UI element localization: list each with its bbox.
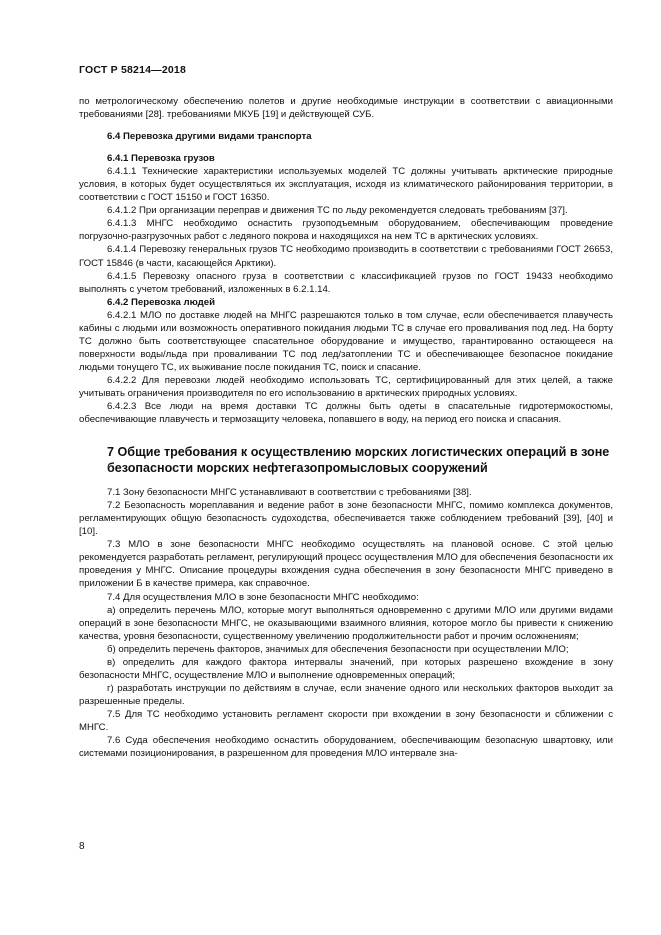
subsection-heading-6-4: 6.4 Перевозка другими видами транспорта [107,131,312,143]
paragraph-6-4-1-5: 6.4.1.5 Перевозку опасного груза в соответствии с классификацией грузов по ГОСТ 19433 необходимо выполнять с учетом требований, изложенных в 6.2.1.14. [79,270,613,295]
paragraph-6-4-1-2: 6.4.1.2 При организации переправ и движения ТС по льду рекомендуется следовать требованиям [37]. [107,205,568,217]
page-number: 8 [79,841,85,852]
document-code-header: ГОСТ Р 58214—2018 [79,64,187,76]
paragraph-7-3: 7.3 МЛО в зоне безопасности МНГС необходимо осуществлять на плановой основе. С этой целью рекомендуется разработать регламент, регулирующий процесс осуществления МЛО для обеспечения безопасности их проведения у МНГС. Описание процедуры вхождения судна обеспечения в зону безопасности МНГС приведено в приложении Б в качестве примера, как справочное. [79,539,613,590]
list-item-v: в) определить для каждого фактора интервалы значений, при которых разрешено вхождение в зону безопасности МНГС, осуществление МЛО и выполнение одновременных операций; [79,656,613,681]
paragraph-7-1: 7.1 Зону безопасности МНГС устанавливают в соответствии с требованиями [38]. [107,487,472,499]
paragraph-6-4-1-4: 6.4.1.4 Перевозку генеральных грузов ТС необходимо производить в соответствии с требованиями ГОСТ 26653, ГОСТ 15846 (в части, касающейся Арктики). [79,244,613,269]
paragraph-6-4-1-3: 6.4.1.3 МНГС необходимо оснастить грузоподъемным оборудованием, обеспечивающим проведение погрузочно-разгрузочных работ с ледяного покрова и находящихся на нем ТС в арктических условиях. [79,218,613,243]
paragraph-6-4-2-2: 6.4.2.2 Для перевозки людей необходимо использовать ТС, сертифицированный для этих целей, а также учитывать ограничения производителя по его использованию в арктических природных условиях. [79,374,613,399]
subsection-heading-6-4-2: 6.4.2 Перевозка людей [107,296,215,308]
list-item-b: б) определить перечень факторов, значимых для обеспечения безопасности при осуществлении МЛО; [107,643,569,655]
section-heading-7: 7 Общие требования к осуществлению морских логистических операций в зоне безопасности морских нефтегазопромысловых сооружений [107,445,610,476]
paragraph-6-4-2-1: 6.4.2.1 МЛО по доставке людей на МНГС разрешаются только в том случае, если обеспечивается плавучесть кабины с людьми или возможность оперативного покидания людьми ТС в случае его проваливания под лед. На борту ТС должно быть соответствующее спасательное оборудование и имущество, гарантированно остающееся на поверхности воды/льда при проваливании ТС под лед/затоплении ТС и обеспечивающее безопасное покидание людьми тонущего ТС, их выживание после покидания ТС, поиск и спасание. [79,309,613,373]
page-body [79,95,613,760]
list-item-g: г) разработать инструкции по действиям в случае, если значение одного или нескольких факторов выходит за разрешенные пределы. [79,682,613,707]
paragraph-continuation: по метрологическому обеспечению полетов и другие необходимые инструкции в соответствии с авиационными требованиями [28]. требованиями МКУБ [19] и действующей СУБ. [79,96,613,121]
paragraph-7-4: 7.4 Для осуществления МЛО в зоне безопасности МНГС необходимо: [107,591,419,603]
list-item-a: а) определить перечень МЛО, которые могут выполняться одновременно с другими МЛО или другими видами операций в зоне безопасности МНГС, не оказывающими взаимного влияния, которое могло бы привести к снижению качества, уровня безопасности, существенному увеличению продолжительности работ и прочим осложнениям; [79,604,613,642]
paragraph-7-2: 7.2 Безопасность мореплавания и ведение работ в зоне безопасности МНГС, помимо комплекса документов, регламентирующих общую безопасность судоходства, обеспечивается также соблюдением требований [39], [40] и [10]. [79,500,613,538]
paragraph-7-5: 7.5 Для ТС необходимо установить регламент скорости при вхождении в зону безопасности и сближении с МНГС. [79,708,613,733]
paragraph-7-6: 7.6 Суда обеспечения необходимо оснастить оборудованием, обеспечивающим безопасную швартовку, или системами позиционирования, в разрешенном для проведения МЛО интервале зна- [79,735,613,760]
subsection-heading-6-4-1: 6.4.1 Перевозка грузов [107,153,215,165]
paragraph-6-4-1-1: 6.4.1.1 Технические характеристики используемых моделей ТС должны учитывать арктические природные условия, в которых будет осуществляться их эксплуатация, исходя из климатического районирования территории, в соответствии с ГОСТ 15150 и ГОСТ 16350. [79,166,613,204]
paragraph-6-4-2-3: 6.4.2.3 Все люди на время доставки ТС должны быть одеты в спасательные гидротермокостюмы, обеспечивающие плавучесть и термозащиту человека, попавшего в воду, на период его поиска и спасания. [79,401,613,426]
